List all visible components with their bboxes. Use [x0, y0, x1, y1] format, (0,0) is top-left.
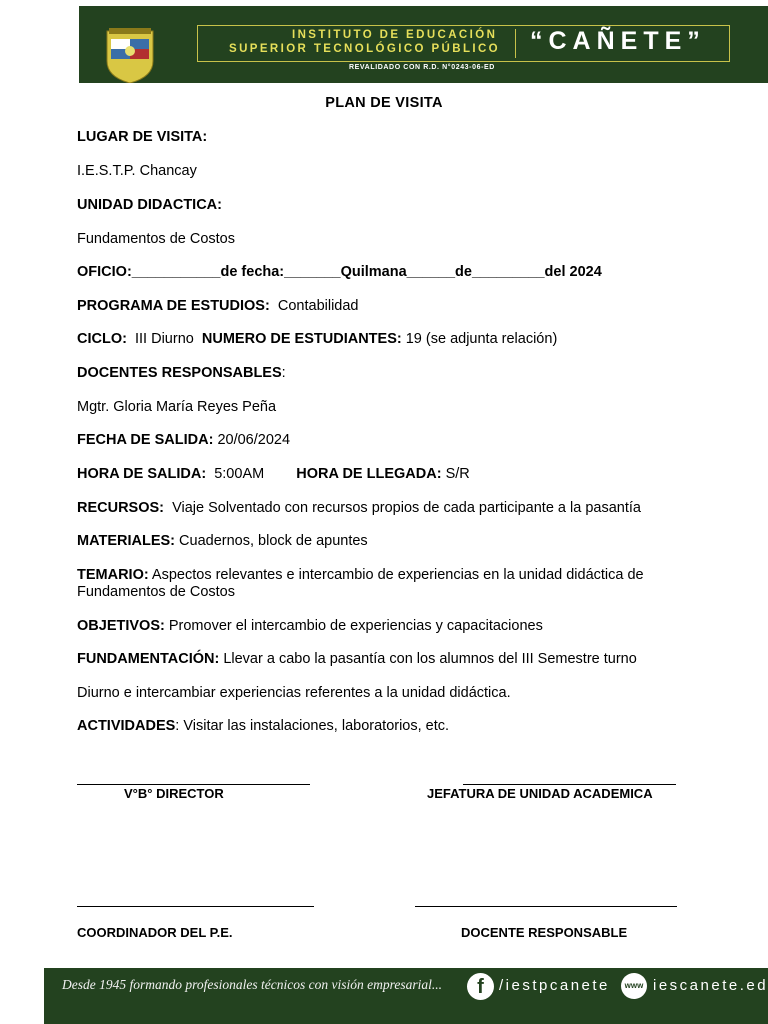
facebook-icon[interactable]: f — [467, 973, 494, 1000]
fundamentacion-row — [77, 651, 637, 667]
jefatura-signature-label: JEFATURA DE UNIDAD ACADEMICA — [427, 786, 653, 801]
name-divider — [515, 29, 516, 58]
fundamentacion-value-2: Diurno e intercambiar experiencias referentes a la unidad didáctica. — [77, 685, 511, 701]
hora-llegada-value: S/R — [445, 466, 470, 482]
fecha-salida-row — [77, 432, 290, 448]
footer-slogan: Desde 1945 formando profesionales técnicos con visión empresarial... — [62, 977, 442, 992]
hora-row — [77, 466, 470, 482]
document-title: PLAN DE VISITA — [325, 95, 443, 111]
hora-llegada-label: HORA DE LLEGADA: — [296, 466, 442, 482]
docente-signature-line — [415, 906, 677, 907]
temario-row — [77, 567, 697, 601]
objetivos-value: Promover el intercambio de experiencias y capacitaciones — [168, 618, 543, 634]
website-link[interactable]: iescanete.ed — [653, 977, 768, 994]
actividades-value: : Visitar las instalaciones, laboratorios, etc. — [175, 718, 450, 734]
www-icon[interactable]: www — [621, 973, 647, 999]
fundamentacion-label: FUNDAMENTACIÓN: — [77, 651, 220, 667]
institute-name-box — [197, 25, 730, 62]
unidad-row — [77, 197, 222, 213]
fundamentacion-value-1: Llevar a cabo la pasantía con los alumnos del III Semestre turno — [223, 651, 637, 667]
lugar-row — [77, 129, 207, 145]
programa-value: Contabilidad — [277, 298, 359, 314]
ciclo-label: CICLO: — [77, 331, 127, 347]
actividades-label: ACTIVIDADES — [77, 718, 176, 734]
objetivos-row — [77, 618, 543, 634]
hora-salida-label: HORA DE SALIDA: — [77, 466, 207, 482]
estudiantes-value: 19 (se adjunta relación) — [405, 331, 558, 347]
docentes-value: Mgtr. Gloria María Reyes Peña — [77, 399, 277, 415]
recursos-row — [77, 500, 641, 516]
director-signature-line — [77, 784, 310, 785]
institute-line-1: INSTITUTO DE EDUCACIÓN — [292, 29, 498, 41]
recursos-value: Viaje Solventado con recursos propios de cada participante a la pasantía — [172, 500, 641, 516]
objetivos-label: OBJETIVOS: — [77, 618, 165, 634]
docentes-row — [77, 365, 286, 381]
docentes-colon: : — [281, 365, 286, 381]
estudiantes-label: NUMERO DE ESTUDIANTES: — [201, 331, 402, 347]
institute-brand: “CAÑETE” — [530, 27, 706, 55]
lugar-label: LUGAR DE VISITA: — [77, 129, 208, 145]
recursos-label: RECURSOS: — [77, 500, 165, 516]
fecha-salida-label: FECHA DE SALIDA: — [77, 432, 214, 448]
lugar-value: I.E.S.T.P. Chancay — [77, 163, 197, 179]
footer-banner — [44, 968, 768, 1024]
director-signature-label: V°B° DIRECTOR — [124, 786, 224, 801]
materiales-value: Cuadernos, block de apuntes — [179, 533, 368, 549]
temario-value: Aspectos relevantes e intercambio de experiencias en la unidad didáctica de Fundamentos de Costos — [77, 567, 644, 600]
hora-salida-value: 5:00AM — [214, 466, 265, 482]
institute-crest-icon — [99, 25, 161, 83]
coordinador-signature-line — [77, 906, 314, 907]
unidad-label: UNIDAD DIDACTICA: — [77, 197, 222, 213]
revalidation-note: REVALIDADO CON R.D. N°0243-06-ED — [349, 64, 495, 71]
ciclo-row — [77, 331, 557, 347]
fecha-salida-value: 20/06/2024 — [217, 432, 291, 448]
actividades-row — [77, 718, 449, 734]
institute-line-2: SUPERIOR TECNOLÓGICO PÚBLICO — [229, 43, 501, 55]
oficio-line: OFICIO:___________de fecha:_______Quilmana______de_________del 2024 — [77, 264, 602, 280]
docentes-label: DOCENTES RESPONSABLES — [77, 365, 282, 381]
programa-row — [77, 298, 359, 314]
oficio-row — [77, 264, 602, 280]
coordinador-signature-label: COORDINADOR DEL P.E. — [77, 925, 233, 940]
temario-label: TEMARIO: — [77, 567, 149, 583]
programa-label: PROGRAMA DE ESTUDIOS: — [77, 298, 270, 314]
unidad-value: Fundamentos de Costos — [77, 231, 235, 247]
jefatura-signature-line — [463, 784, 676, 785]
materiales-label: MATERIALES: — [77, 533, 176, 549]
ciclo-value: III Diurno — [135, 331, 194, 347]
docente-signature-label: DOCENTE RESPONSABLE — [461, 925, 628, 940]
facebook-handle[interactable]: /iestpcanete — [499, 977, 610, 994]
materiales-row — [77, 533, 368, 549]
